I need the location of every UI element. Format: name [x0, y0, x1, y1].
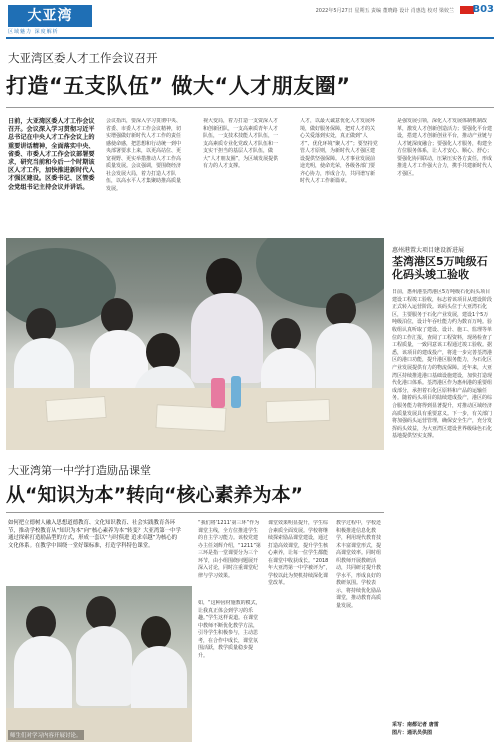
side-news-kicker: 惠州港置大项目建设新进展 [392, 247, 465, 254]
article1-column: 人才，以最大诚意优化人才发展环境，做好服务保障，把对人才的关心关爱落到实处，真正做到“人才”、优化环境“聚人才”；要坚持党管人才原则，为新时代人才强区建设提供坚强保障。人才事业发展前途光明，使命光荣，各级各部门要齐心协力，形成合力，共同谱写新时代人才工作新篇章。 [300, 118, 378, 184]
side-news-headline: 荃湾港区5万吨级石化码头竣工验收 [392, 255, 488, 281]
article1-column: 会议指出，要深入学习贯彻中央、省委、市委人才工作会议精神，切实增强做好新时代人才工作的责任感使命感，把思想和行动统一到中央部署要求上来，以更高站位、更宽视野、更实举措推动人才工作高质量发展。会议强调，要围绕经济社会发展大局，着力打造人才队伍，以高水平人才集聚助推高质量发展。 [106, 118, 182, 192]
article2-headline: 从“知识为本”转向“核心素养为本” [6, 484, 303, 506]
article1-column: 是强发展引领，深化人才发展体制机制改革，激发人才创新创造活力；要强化平台建设，搭建人才创新创业平台，推动产业链与人才链深度融合；要强化人才服务，构建全方位服务体系，让人才安心、顺心、舒心；要强化协同联动，压紧压实各方责任，形成推进人才工作强大合力，携手共建新时代人才强区。 [397, 118, 492, 177]
article2-kicker: 大亚湾第一中学打造励品课堂 [8, 464, 151, 477]
photo-caption: 师生们对学习内容开展讨论。 [8, 730, 84, 740]
article1-headline: 打造“五支队伍” 做大“人才朋友圈” [6, 74, 351, 98]
newspaper-logo: 大亚湾 [8, 5, 92, 27]
page-number: B03 [472, 4, 494, 15]
article1-lead: 日前，大亚湾区委人才工作会议召开。会议深入学习贯彻习近平总书记在中央人才工作会议上的重要讲话精神，全面落实中央、省委、市委人才工作会议部署要求，研究当前和今后一个时期该区人才工作，加快推进新时代人才强区建设。区委书记、区管委会党组书记主持会议并讲话。 [8, 118, 95, 191]
side-news-body: 日前，惠州港荃湾港区5万吨级石化码头项目建设工程竣工验收，标志着该项目从建设阶段正式转入运营阶段。该码头位于大亚湾石化区，主要服务于石化产业发展，建设1个5万吨级泊位，设计年吞吐能力约为数百万吨。验收组认真听取了建设、设计、施工、监理等单位的工作汇报，查阅了工程资料，现场检查了工程质量，一致同意该工程通过竣工验收。据悉，该项目的建成投产，将进一步完善荃湾港区的港口功能，提升港区服务能力，为石化区产业发展提供有力的物流保障。近年来，大亚湾区持续推进港口基础设施建设，加快打造现代化港口体系。荃湾港区作为惠州港的重要组成部分，承担着石化区原料和产品的运输任务。随着码头项目的陆续建成投产，港区的综合服务能力将得到显著提升，对推动区域经济高质量发展具有重要意义。下一步，有关部门将加强码头运营管理，确保安全生产，充分发挥码头效益，为大亚湾区建设世界级绿色石化基地提供坚实支撑。 [392, 289, 492, 440]
masthead-info: 2022年5月27日 星期五 责编 董晓路 设计 肖惠选 校对 梁姣兰 [315, 8, 454, 14]
article2-column: 课堂效果明显提升，学生综合素质全面发展。学校将继续探索励品课堂建设，通过打造高效课堂，提升学生核心素养，让每一位学生都能在课堂中收获成长。“2018年大亚湾第一中学被评为”，学校以此为契机持续深化课堂改革。 [268, 520, 331, 586]
article2-divider [6, 512, 384, 513]
classroom-photo [6, 238, 384, 450]
article2-column: 教学过程中，学校还积极推进信息化教学，利用现代教育技术丰富课堂形式，提高课堂效率。同时组织教师开展教研活动，共同研讨提升教学水平，形成良好的教研氛围。学校表示，将持续优化励品课堂，推动教育高质量发展。 [336, 520, 382, 609]
masthead-tagline: 区域魅力 深度解析 [8, 29, 59, 35]
students-discussion-photo [6, 586, 192, 742]
masthead [6, 3, 494, 35]
masthead-divider [6, 37, 494, 39]
article2-column: “我们将‘1211’第三环”作为课堂主线，全方位推进学生的自主学习能力。该校党建办主任刘辉介绍，“1211”第三环是指一堂课要分为三个环节，由小组围绕问题展开深入讨论，同时注重课堂纪律与学习效果。 [198, 520, 261, 579]
side-news-byline: 采写：南都记者 唐雷 图片：通讯员供图 [392, 722, 439, 736]
article1-column: 视大变局，着力打造一支资深人才和创新团队，一支高素质青年人才队伍，一支技术技能人才队伍，一支高素质专业化党政人才队伍和一支实干担当的基层人才队伍，做大“人才朋友圈”，为区域发展提供有力的人才支撑。 [203, 118, 279, 169]
article2-column: 如，“这种因材施教的模式，让我真正体会到学习的乐趣。”学生这样说道。在课堂中教师不断优化教学方法，引导学生积极参与，主动思考，在合作中成长，课堂氛围活跃，教学质量稳步提升。 [198, 600, 261, 659]
article1-kicker: 大亚湾区委人才工作会议召开 [8, 51, 158, 65]
article1-divider [6, 107, 494, 108]
article2-lead: 如何把立德树人融入思想道德教育、文化知识教育、社会实践教育各环节，推动学校教育从“知识为本”向“核心素养为本”转变？大亚湾第一中学通过探索打造励品型的方式，形成一套以“与时俱进 追求卓越”为核心的文化体系。在教学中围绕一堂好课标准，打造学科特色课堂。 [8, 520, 181, 549]
